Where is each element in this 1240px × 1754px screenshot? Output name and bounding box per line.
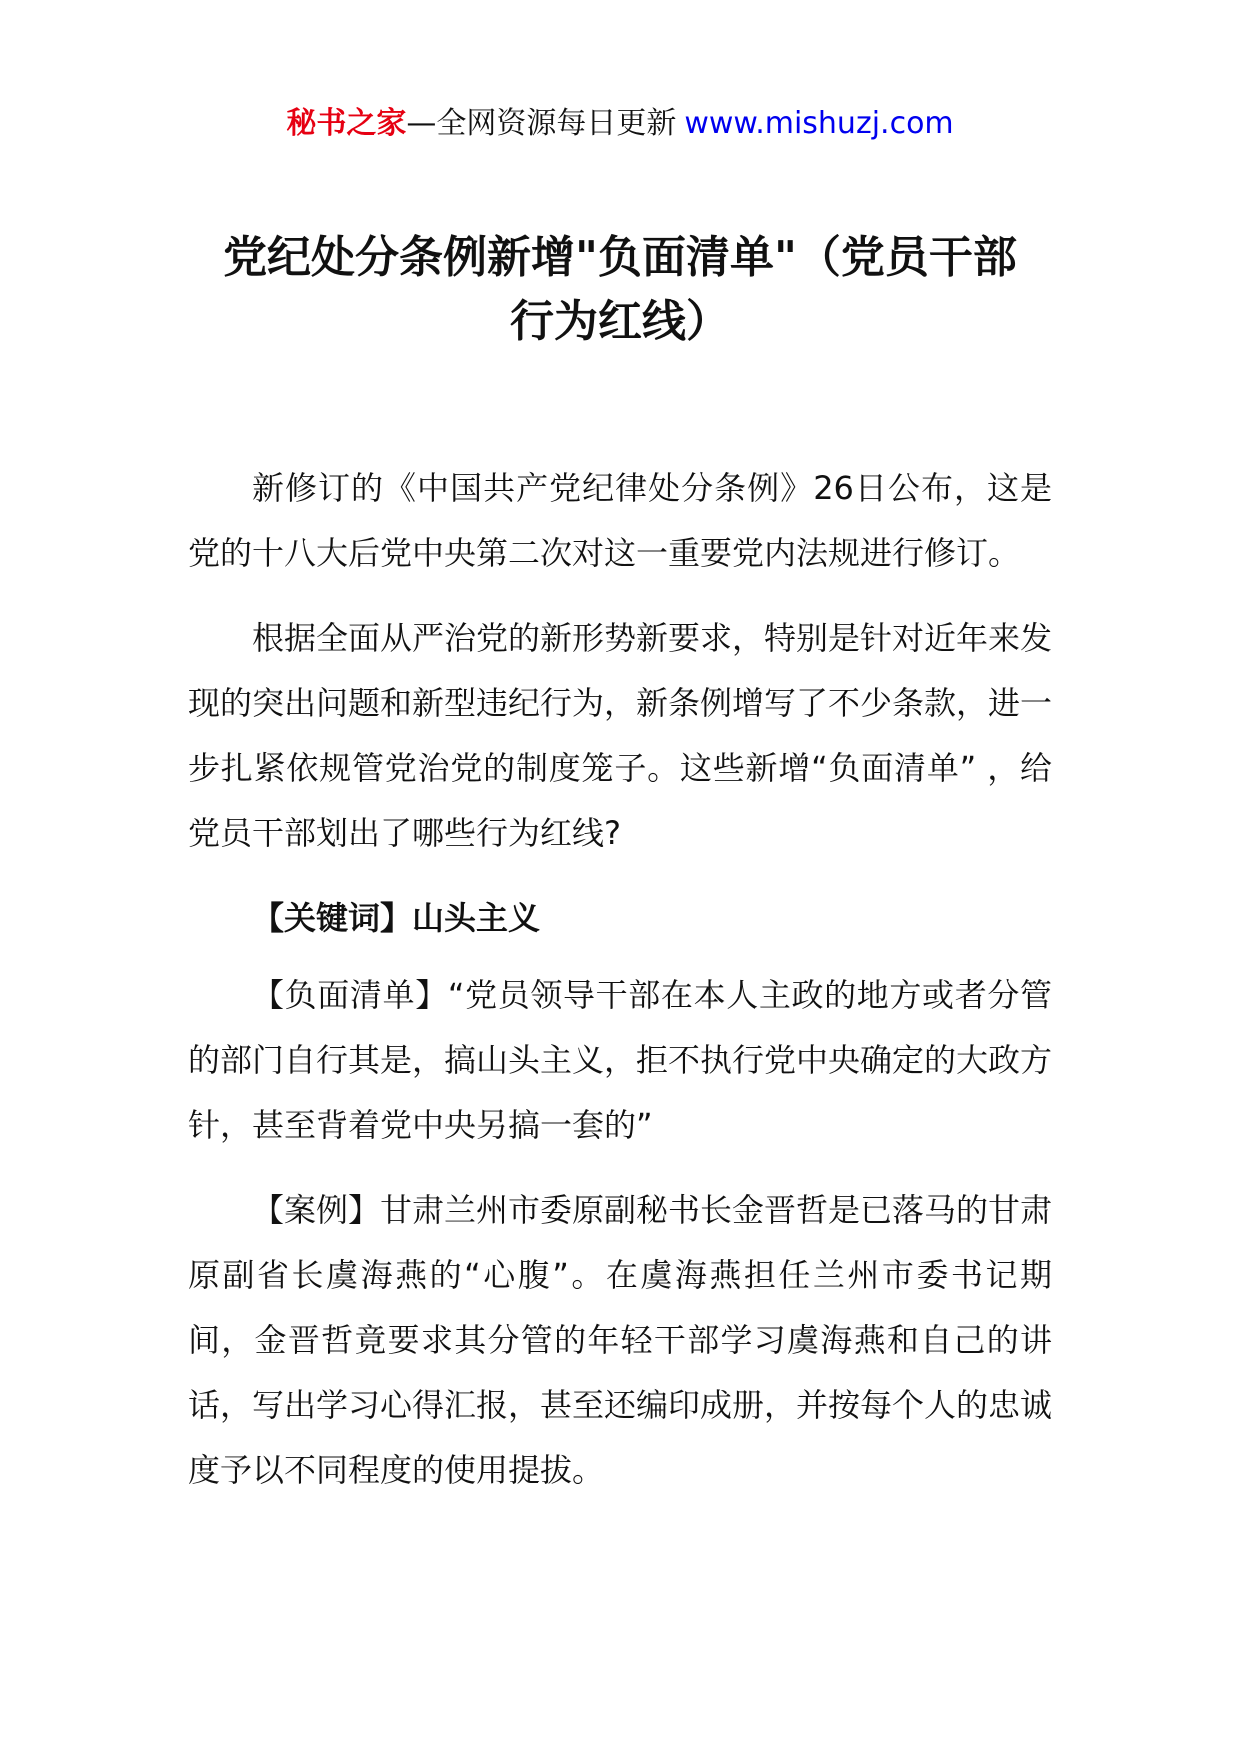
brand-name: 秘书之家 [286,106,407,141]
title-line-2: 行为红线） [510,296,730,347]
keyword-heading: 【关键词】山头主义 [252,899,541,937]
title-line-1: 党纪处分条例新增"负面清单"（党员干部 [223,232,1017,283]
document-body [188,456,1052,1523]
paragraph-intro: 新修订的《中国共产党纪律处分条例》26日公布，这是党的十八大后党中央第二次对这一重要党内法规进行修订。 [188,469,1052,572]
brand-tagline: —全网资源每日更新 [406,106,677,141]
site-url-link[interactable]: www.mishuzj.com [684,106,954,141]
paragraph-negative-list: 【负面清单】“党员领导干部在本人主政的地方或者分管的部门自行其是，搞山头主义，拒不执行党中央确定的大政方针，甚至背着党中央另搞一套的” [188,976,1053,1144]
site-banner [0,100,1240,148]
paragraph-case: 【案例】甘肃兰州市委原副秘书长金晋哲是已落马的甘肃原副省长虞海燕的“心腹”。在虞海燕担任兰州市委书记期间，金晋哲竟要求其分管的年轻干部学习虞海燕和自己的讲话，写出学习心得汇报，甚至还编印成册，并按每个人的忠诚度予以不同程度的使用提拔。 [188,1191,1053,1489]
paragraph-context: 根据全面从严治党的新形势新要求，特别是针对近年来发现的突出问题和新型违纪行为，新条例增写了不少条款，进一步扎紧依规管党治党的制度笼子。这些新增“负面清单” ，给党员干部划出了哪些行为红线? [188,619,1053,852]
document-title [188,226,1052,354]
